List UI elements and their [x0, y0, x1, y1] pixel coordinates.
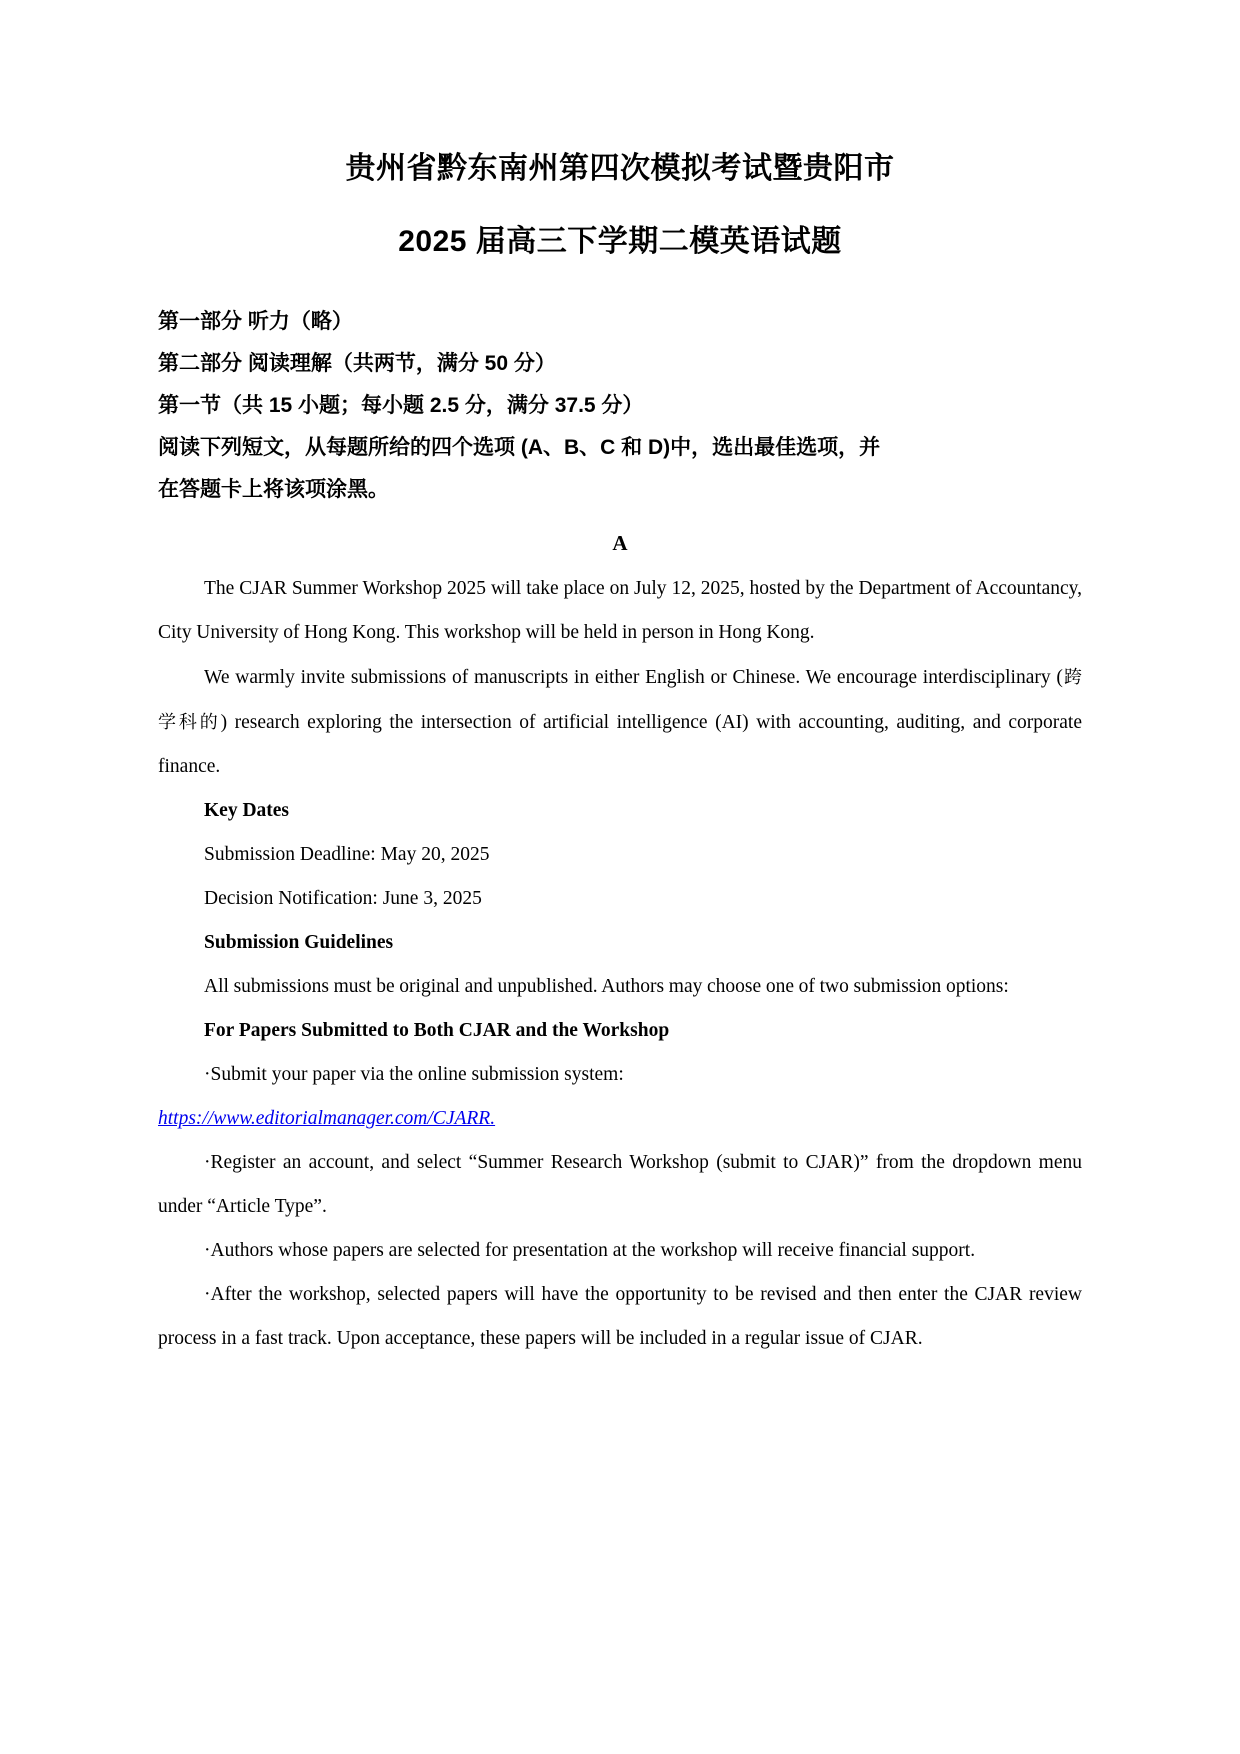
paragraph-2-part-2: ) research exploring the intersection of artificial intelligence (AI) with accounting, auditing, and corporate finance.	[158, 712, 1083, 778]
passage-body	[158, 567, 1082, 1361]
instruction-part-one: 第一部分 听力（略）	[158, 310, 353, 334]
bullet-after-workshop: ·After the workshop, selected papers will have the opportunity to be revised and then enter the CJAR review process in a fast track. Upon acceptance, these papers will be included in a regular issue of CJAR.	[158, 1284, 1082, 1350]
submission-system-link[interactable]: https://www.editorialmanager.com/CJARR.	[158, 1108, 496, 1130]
page-title-line-2: 2025 届高三下学期二模英语试题	[398, 224, 842, 258]
instruction-section-one: 第一节（共 15 小题；每小题 2.5 分，满分 37.5 分）	[158, 394, 644, 418]
instruction-directions-line-2: 在答题卡上将该项涂黑。	[158, 478, 389, 502]
guidelines-intro: All submissions must be original and unpublished. Authors may choose one of two submission options:	[204, 976, 1009, 998]
instruction-directions-line-1: 阅读下列短文，从每题所给的四个选项 (A、B、C 和 D)中，选出最佳选项，并	[158, 436, 881, 460]
submission-guidelines-heading: Submission Guidelines	[204, 932, 394, 954]
paragraph-2-chinese-gloss: 跨学科的	[158, 667, 1082, 733]
decision-notification: Decision Notification: June 3, 2025	[204, 888, 482, 910]
bullet-submit-paper: ·Submit your paper via the online submission system:	[204, 1064, 624, 1086]
both-cjar-workshop-heading: For Papers Submitted to Both CJAR and the Workshop	[204, 1020, 670, 1042]
passage-paragraph-1: The CJAR Summer Workshop 2025 will take place on July 12, 2025, hosted by the Department of Accountancy, City University of Hong Kong. This workshop will be held in person in Hong Kong.	[158, 578, 1082, 644]
passage-letter: A	[612, 531, 628, 556]
page-title-line-1: 贵州省黔东南州第四次模拟考试暨贵阳市	[345, 152, 895, 185]
instruction-part-two: 第二部分 阅读理解（共两节，满分 50 分）	[158, 352, 556, 376]
bullet-financial-support: ·Authors whose papers are selected for presentation at the workshop will receive financial support.	[204, 1240, 976, 1262]
passage-paragraph-2	[158, 655, 1082, 789]
paragraph-2-part-1: We warmly invite submissions of manuscripts in either English or Chinese. We encourage interdisciplinary (	[204, 667, 1063, 689]
exam-instructions	[158, 301, 1082, 511]
bullet-register-account: ·Register an account, and select “Summer Research Workshop (submit to CJAR)” from the dropdown menu under “Article Type”.	[158, 1152, 1082, 1218]
submission-deadline: Submission Deadline: May 20, 2025	[204, 844, 490, 866]
key-dates-heading: Key Dates	[204, 800, 290, 822]
